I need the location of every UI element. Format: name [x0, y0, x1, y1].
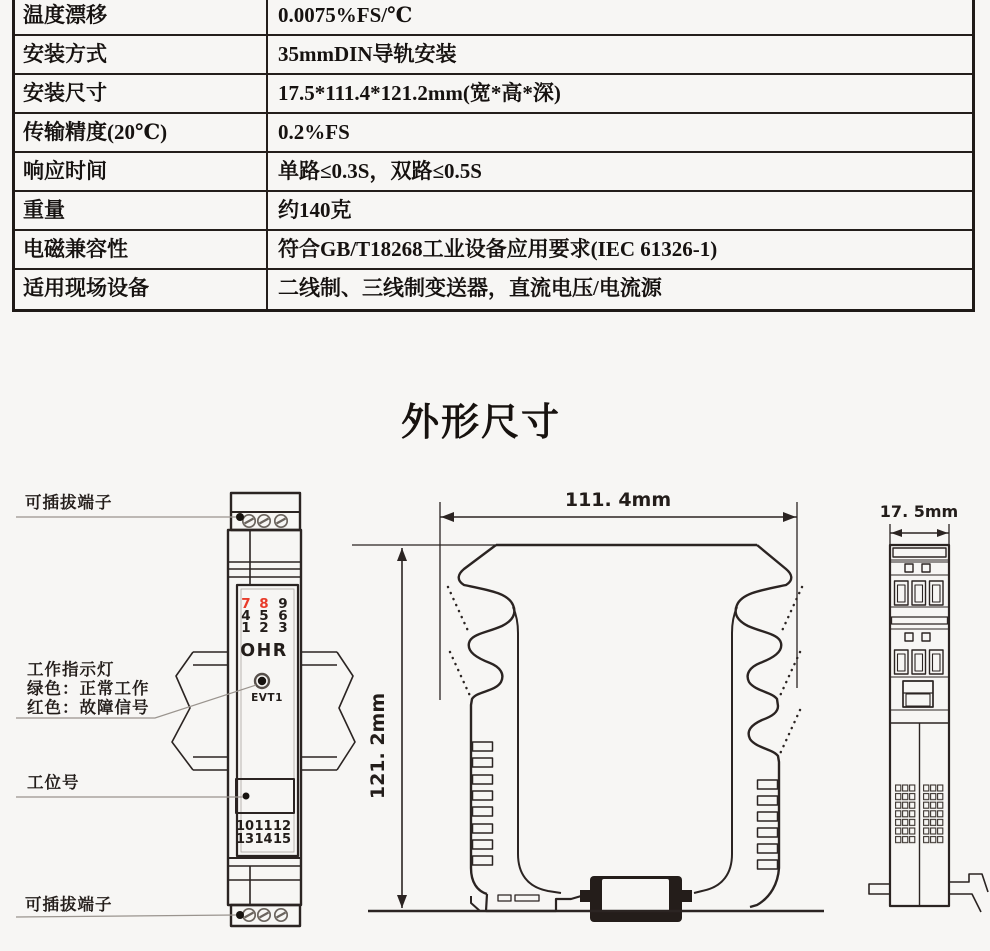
terminal-number: 8	[259, 596, 269, 612]
terminal-numbers-top	[241, 596, 287, 636]
terminal-number: 6	[278, 608, 288, 624]
spec-label-cell: 适用现场设备	[15, 270, 268, 309]
terminal-number: 1	[241, 620, 251, 636]
dimension-horizontal	[440, 489, 797, 700]
spec-value-cell: 二线制、三线制变送器，直流电压/电流源	[278, 276, 662, 300]
module-end-outline	[869, 545, 988, 912]
led-label: EVT1	[251, 692, 283, 704]
terminal-number: 2	[259, 620, 269, 636]
table-row	[15, 270, 972, 309]
label-bottom-terminal: 可插拔端子	[25, 896, 113, 914]
din-clip	[580, 876, 692, 922]
din-rail	[172, 652, 355, 770]
dimension-depth	[880, 502, 958, 545]
hidden-line	[448, 587, 469, 633]
leader-dot	[236, 513, 244, 521]
station-tag-box	[236, 779, 294, 813]
spec-label-cell: 安装尺寸	[15, 75, 268, 112]
spec-value-cell: 单路≤0.3S，双路≤0.5S	[278, 159, 482, 183]
spec-label-cell: 温度漂移	[15, 0, 268, 34]
spec-value-cell: 0.2%FS	[278, 120, 350, 144]
terminal-number: 11	[254, 819, 273, 834]
spec-table	[12, 0, 975, 312]
din-rail-section	[869, 874, 988, 912]
terminal-number: 14	[254, 832, 273, 847]
hidden-line	[781, 587, 802, 633]
status-led	[255, 674, 269, 688]
table-row	[15, 0, 972, 36]
hidden-line	[450, 652, 471, 698]
spec-value-cell: 符合GB/T18268工业设备应用要求(IEC 61326-1)	[278, 237, 718, 261]
vent-grid-left	[895, 784, 916, 844]
terminal-number: 4	[241, 608, 251, 624]
spec-label-cell: 传输精度(20℃)	[15, 114, 268, 151]
terminal-number: 15	[272, 832, 292, 847]
spec-label-cell: 安装方式	[15, 36, 268, 73]
table-row	[15, 36, 972, 75]
page-title: 外形尺寸	[400, 402, 561, 444]
side-view-drawing	[350, 480, 840, 951]
terminal-number: 10	[235, 819, 255, 834]
hidden-line	[779, 710, 800, 756]
leader-dot	[236, 911, 244, 919]
vent-slats-right	[758, 780, 778, 869]
bottom-terminal-block	[231, 905, 300, 926]
spec-value-cell: 35mmDIN导轨安装	[278, 42, 457, 66]
table-row	[15, 114, 972, 153]
spec-value-cell: 0.0075%FS/℃	[278, 3, 413, 27]
terminal-number: 7	[241, 596, 251, 612]
table-row	[15, 231, 972, 270]
terminal-number: 9	[278, 596, 288, 612]
label-station-number: 工位号	[27, 774, 80, 792]
brand-logo: OHR	[240, 641, 288, 661]
spec-value-cell: 约140克	[278, 198, 352, 222]
bottom-foot	[471, 894, 588, 911]
terminal-number: 3	[278, 620, 288, 636]
spec-value-cell: 17.5*111.4*121.2mm(宽*高*深)	[278, 81, 561, 105]
dim-width-text: 111. 4mm	[564, 489, 672, 511]
terminal-screws	[243, 515, 287, 527]
rail-latch	[903, 681, 933, 707]
terminal-number: 5	[259, 608, 269, 624]
terminal-slots-row2	[895, 650, 944, 674]
dim-height-text: 121. 2mm	[367, 692, 389, 800]
label-indicator-line3: 红色：故障信号	[27, 699, 150, 717]
spec-label-cell: 电磁兼容性	[15, 231, 268, 268]
top-terminal-block	[231, 493, 300, 530]
terminal-number: 13	[235, 832, 255, 847]
terminal-screws	[243, 909, 287, 921]
face-panel	[236, 585, 298, 856]
table-row	[15, 75, 972, 114]
module-side-outline	[368, 545, 824, 922]
label-indicator	[27, 661, 150, 718]
terminal-number: 12	[272, 819, 292, 834]
vent-slats-left	[473, 742, 493, 865]
leader-dot	[243, 793, 250, 800]
table-row	[15, 153, 972, 192]
vent-grid-right	[923, 784, 944, 844]
dim-depth-text: 17. 5mm	[879, 502, 959, 521]
spec-label-cell: 重量	[15, 192, 268, 229]
terminal-numbers-bottom	[236, 819, 291, 847]
label-indicator-line1: 工作指示灯	[27, 661, 115, 679]
label-indicator-line2: 绿色：正常工作	[27, 680, 150, 698]
spec-label-cell: 响应时间	[15, 153, 268, 190]
end-view-drawing	[856, 495, 990, 951]
terminal-slots-row1	[895, 581, 944, 605]
table-row	[15, 192, 972, 231]
dimension-vertical	[352, 545, 496, 908]
label-top-terminal: 可插拔端子	[25, 494, 113, 512]
module-shell	[228, 530, 301, 905]
